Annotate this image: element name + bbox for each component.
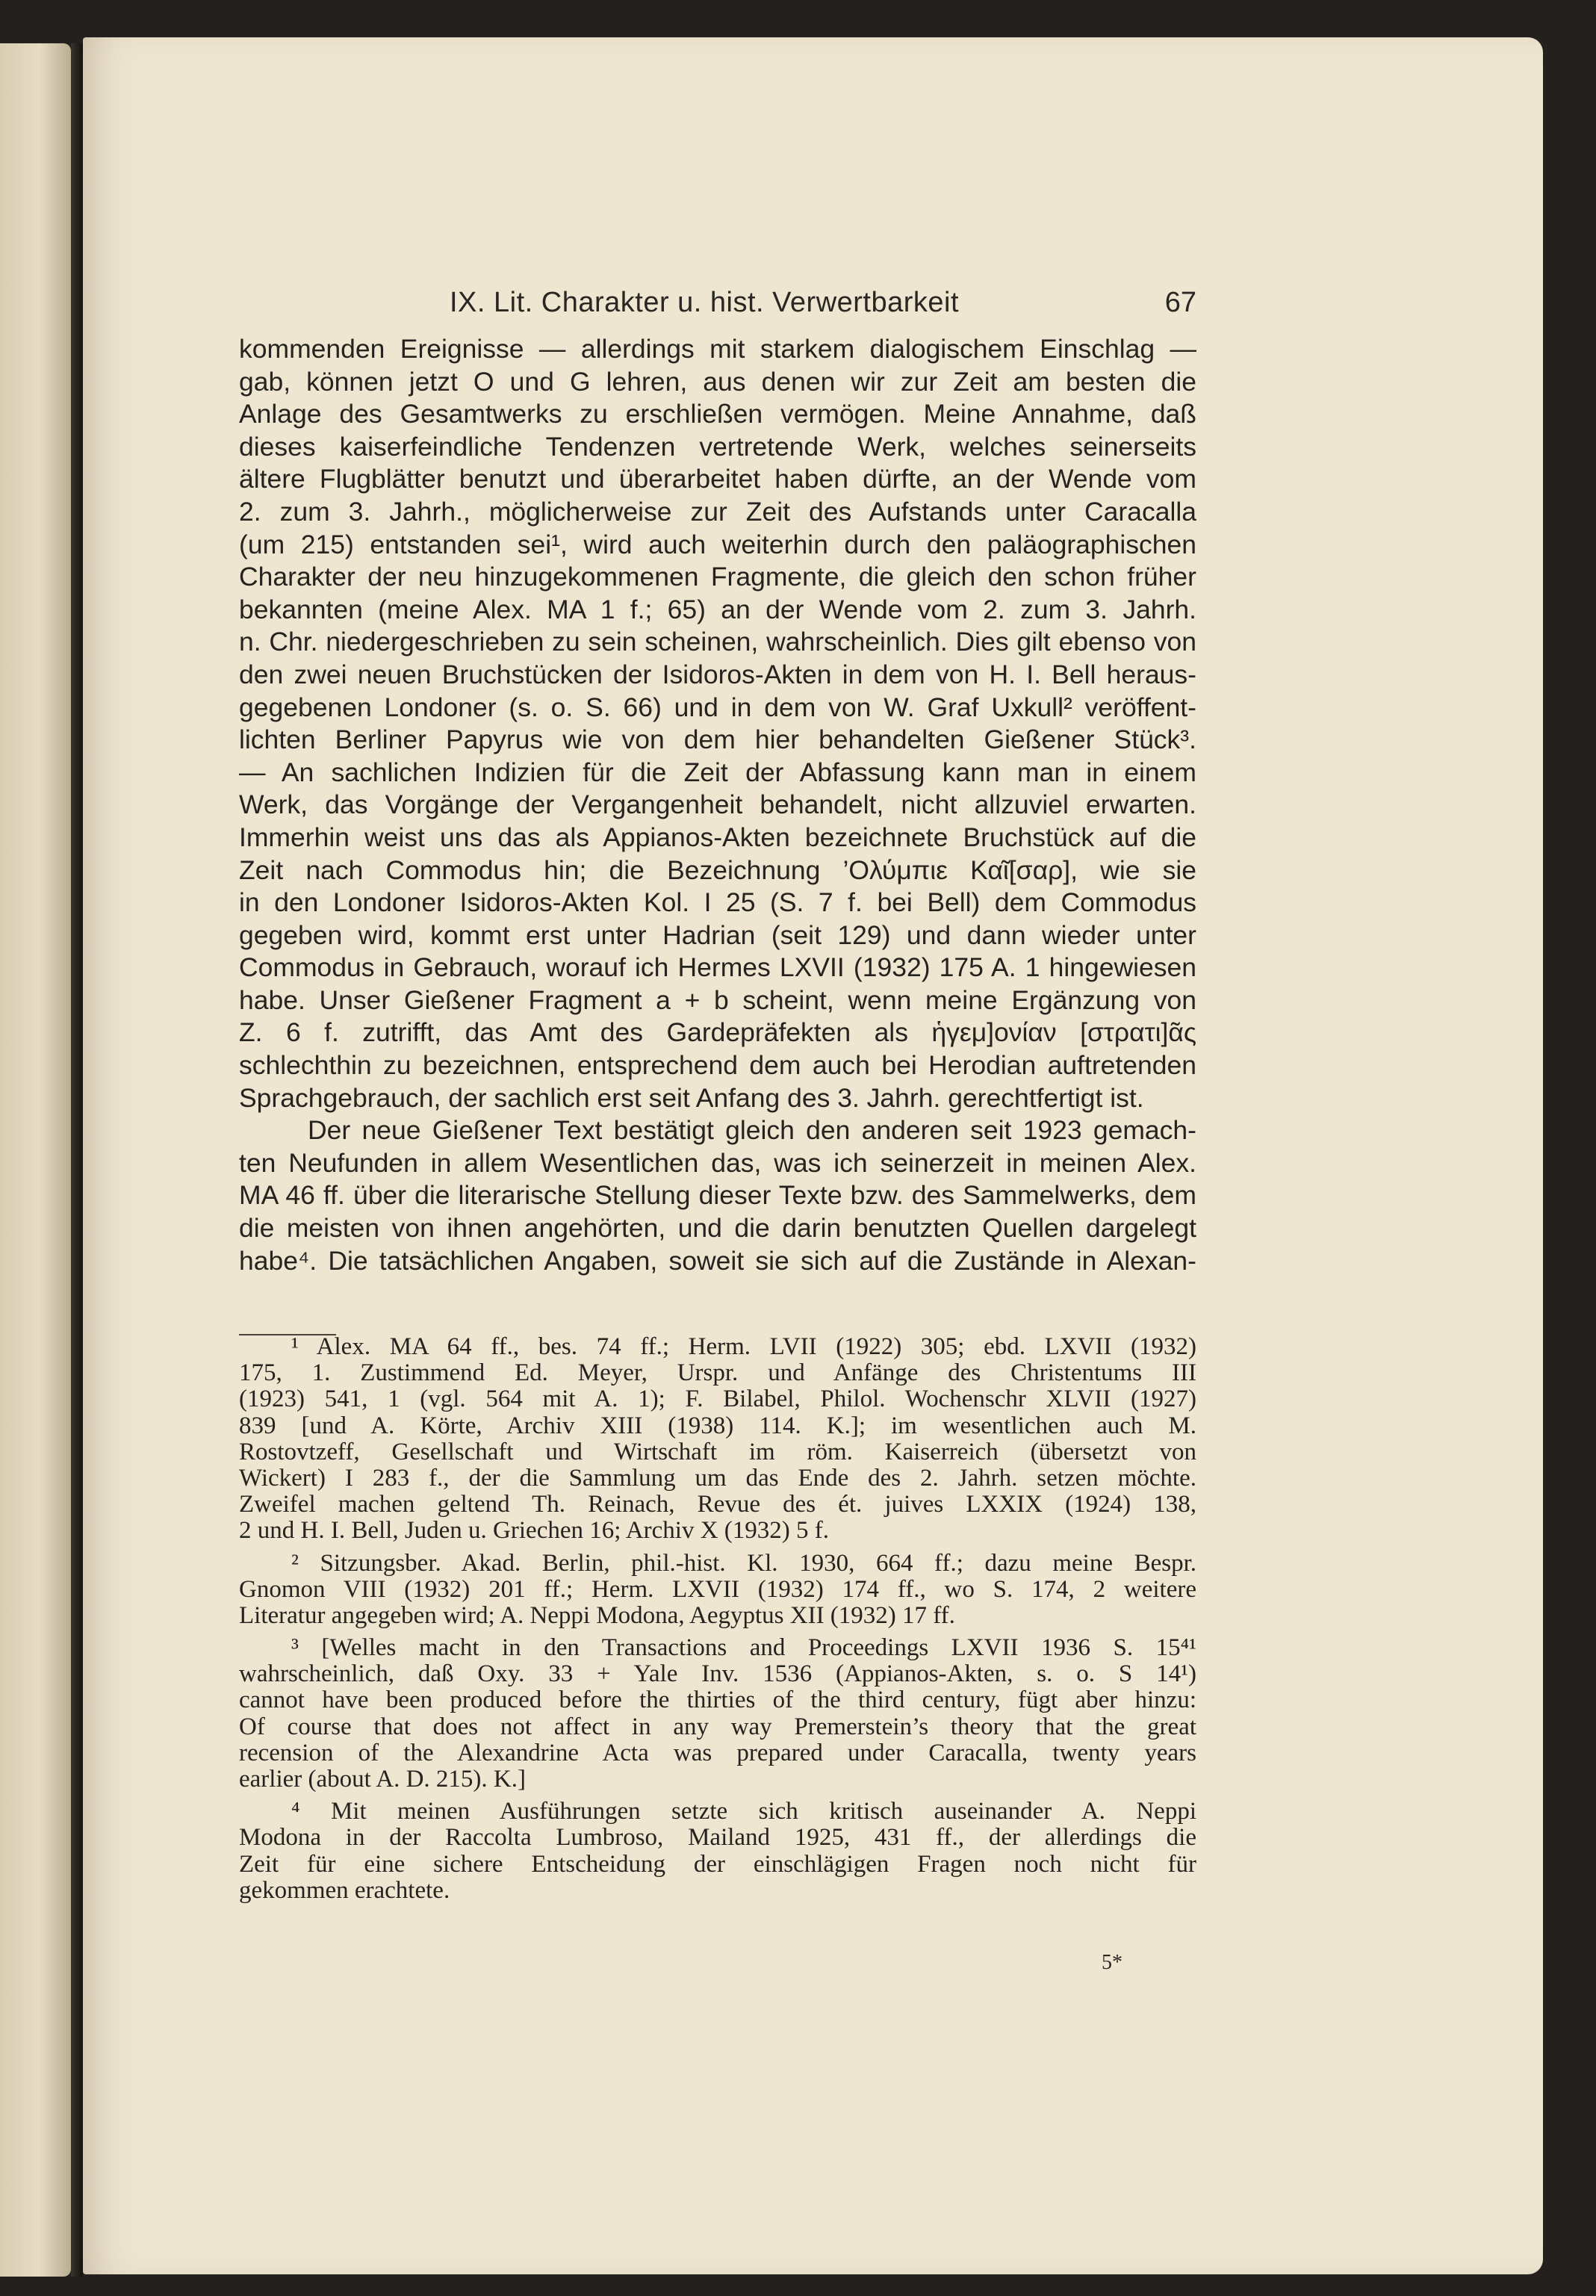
- body-line: den zwei neuen Bruchstücken der Isidoros-Akten in dem von H. I. Bell heraus-: [239, 659, 1196, 689]
- page-number: 67: [1164, 287, 1196, 318]
- body-line: ten Neufunden in allem Wesentlichen das, was ich seinerzeit in meinen Alex.: [239, 1147, 1196, 1178]
- body-line: die meisten von ihnen angehörten, und die darin benutzten Quellen dargelegt: [239, 1213, 1196, 1244]
- main-text: [239, 333, 1196, 1277]
- body-line: lichten Berliner Papyrus wie von dem hier behandelten Gießener Stück³.: [239, 725, 1196, 755]
- running-header: [450, 287, 1196, 329]
- signature-mark: 5*: [1102, 1951, 1123, 1974]
- footnote-line: ³ [Welles macht in den Transactions and Proceedings LXVII 1936 S. 15⁴¹: [291, 1634, 1196, 1662]
- body-line: (um 215) entstanden sei¹, wird auch weiterhin durch den paläographischen: [239, 529, 1196, 559]
- body-line: Charakter der neu hinzugekommenen Fragmente, die gleich den schon früher: [239, 562, 1196, 592]
- body-line: Z. 6 f. zutrifft, das Amt des Gardepräfekten als ἡγεμ]ονίαν [στρατι]ᾶς: [239, 1017, 1196, 1048]
- body-line: 2. zum 3. Jahrh., möglicherweise zur Zeit des Aufstands unter Caracalla: [239, 496, 1196, 527]
- body-line: bekannten (meine Alex. MA 1 f.; 65) an der Wende vom 2. zum 3. Jahrh.: [239, 594, 1196, 624]
- footnote-line: ⁴ Mit meinen Ausführungen setzte sich kritisch auseinander A. Neppi: [291, 1798, 1196, 1825]
- body-line: Sprachgebrauch, der sachlich erst seit Anfang des 3. Jahrh. gerechtfertigt ist.: [239, 1082, 1144, 1113]
- footnote-line: ² Sitzungsber. Akad. Berlin, phil.-hist. Kl. 1930, 664 ff.; dazu meine Bespr.: [291, 1549, 1196, 1577]
- body-line: Der neue Gießener Text bestätigt gleich den anderen seit 1923 gemach-: [308, 1115, 1196, 1146]
- body-line: Commodus in Gebrauch, worauf ich Hermes LXVII (1932) 175 A. 1 hingewiesen: [239, 952, 1196, 983]
- body-line: gegeben wird, kommt erst unter Hadrian (seit 129) und dann wieder unter: [239, 919, 1196, 950]
- body-line: Anlage des Gesamtwerks zu erschließen vermögen. Meine Annahme, daß: [239, 399, 1196, 429]
- footnote-line: ¹ Alex. MA 64 ff., bes. 74 ff.; Herm. LVII (1922) 305; ebd. LXVII (1932): [291, 1333, 1196, 1360]
- running-title: IX. Lit. Charakter u. hist. Verwertbarkeit: [450, 287, 960, 318]
- footnote-line: Wickert) I 283 f., der die Sammlung um das Ende des 2. Jahrh. setzen möchte.: [239, 1464, 1196, 1492]
- footnote-line: Of course that does not affect in any way Premerstein’s theory that the great: [239, 1713, 1196, 1740]
- body-line: gegebenen Londoner (s. o. S. 66) und in dem von W. Graf Uxkull² veröffent-: [239, 692, 1196, 722]
- body-line: ältere Flugblätter benutzt und überarbeitet haben dürfte, an der Wende vom: [239, 464, 1196, 494]
- footnote-line: gekommen erachtete.: [239, 1876, 450, 1904]
- footnote-line: Gnomon VIII (1932) 201 ff.; Herm. LXVII (1932) 174 ff., wo S. 174, 2 weitere: [239, 1575, 1196, 1603]
- footnote-line: 175, 1. Zustimmend Ed. Meyer, Urspr. und Anfänge des Christentums III: [239, 1359, 1196, 1387]
- footnote-line: Literatur angegeben wird; A. Neppi Modona, Aegyptus XII (1932) 17 ff.: [239, 1601, 955, 1629]
- footnote-line: recension of the Alexandrine Acta was prepared under Caracalla, twenty years: [239, 1739, 1196, 1766]
- body-line: habe⁴. Die tatsächlichen Angaben, soweit sie sich auf die Zustände in Alexan-: [239, 1245, 1196, 1276]
- body-line: dieses kaiserfeindliche Tendenzen vertretende Werk, welches seinerseits: [239, 431, 1196, 462]
- footnote-line: Modona in der Raccolta Lumbroso, Mailand 1925, 431 ff., der allerdings die: [239, 1824, 1196, 1852]
- footnote-line: cannot have been produced before the thirties of the third century, fügt aber hinzu:: [239, 1687, 1196, 1714]
- left-page-edge: [0, 43, 71, 2277]
- footnote-line: 839 [und A. Körte, Archiv XIII (1938) 114. K.]; im wesentlichen auch M.: [239, 1412, 1196, 1439]
- body-line: habe. Unser Gießener Fragment a + b scheint, wenn meine Ergänzung von: [239, 984, 1196, 1015]
- body-line: n. Chr. niedergeschrieben zu sein scheinen, wahrscheinlich. Dies gilt ebenso von: [239, 627, 1196, 657]
- footnote-line: (1923) 541, 1 (vgl. 564 mit A. 1); F. Bilabel, Philol. Wochenschr XLVII (1927): [239, 1386, 1196, 1413]
- footnote-line: Zeit für eine sichere Entscheidung der einschlägigen Fragen noch nicht für: [239, 1850, 1196, 1878]
- body-line: in den Londoner Isidoros-Akten Kol. I 25 (S. 7 f. bei Bell) dem Commodus: [239, 887, 1196, 918]
- footnote-line: 2 und H. I. Bell, Juden u. Griechen 16; Archiv X (1932) 5 f.: [239, 1517, 830, 1545]
- footnote-line: earlier (about A. D. 215). K.]: [239, 1766, 526, 1793]
- body-line: Werk, das Vorgänge der Vergangenheit behandelt, nicht allzuviel erwarten.: [239, 789, 1196, 820]
- body-line: schlechthin zu bezeichnen, entsprechend dem auch bei Herodian auftretenden: [239, 1050, 1196, 1081]
- body-line: kommenden Ereignisse — allerdings mit starkem dialogischem Einschlag —: [239, 334, 1196, 364]
- footnote-line: wahrscheinlich, daß Oxy. 33 + Yale Inv. 1536 (Appianos-Akten, s. o. S 14¹): [239, 1660, 1196, 1688]
- footnote-line: Rostovtzeff, Gesellschaft und Wirtschaft im röm. Kaiserreich (übersetzt von: [239, 1438, 1196, 1465]
- book-spine: [71, 43, 83, 2277]
- footnotes: [239, 1334, 1196, 1904]
- body-line: gab, können jetzt O und G lehren, aus denen wir zur Zeit am besten die: [239, 366, 1196, 397]
- body-line: MA 46 ff. über die literarische Stellung dieser Texte bzw. des Sammelwerks, dem: [239, 1180, 1196, 1211]
- body-line: Immerhin weist uns das als Appianos-Akten bezeichnete Bruchstück auf die: [239, 822, 1196, 852]
- body-line: Zeit nach Commodus hin; die Bezeichnung ’Ολύμπιε Καῖ[σαρ], wie sie: [239, 854, 1196, 885]
- footnote-line: Zweifel machen geltend Th. Reinach, Revue des ét. juives LXXIX (1924) 138,: [239, 1491, 1196, 1518]
- body-line: — An sachlichen Indizien für die Zeit der Abfassung kann man in einem: [239, 757, 1196, 787]
